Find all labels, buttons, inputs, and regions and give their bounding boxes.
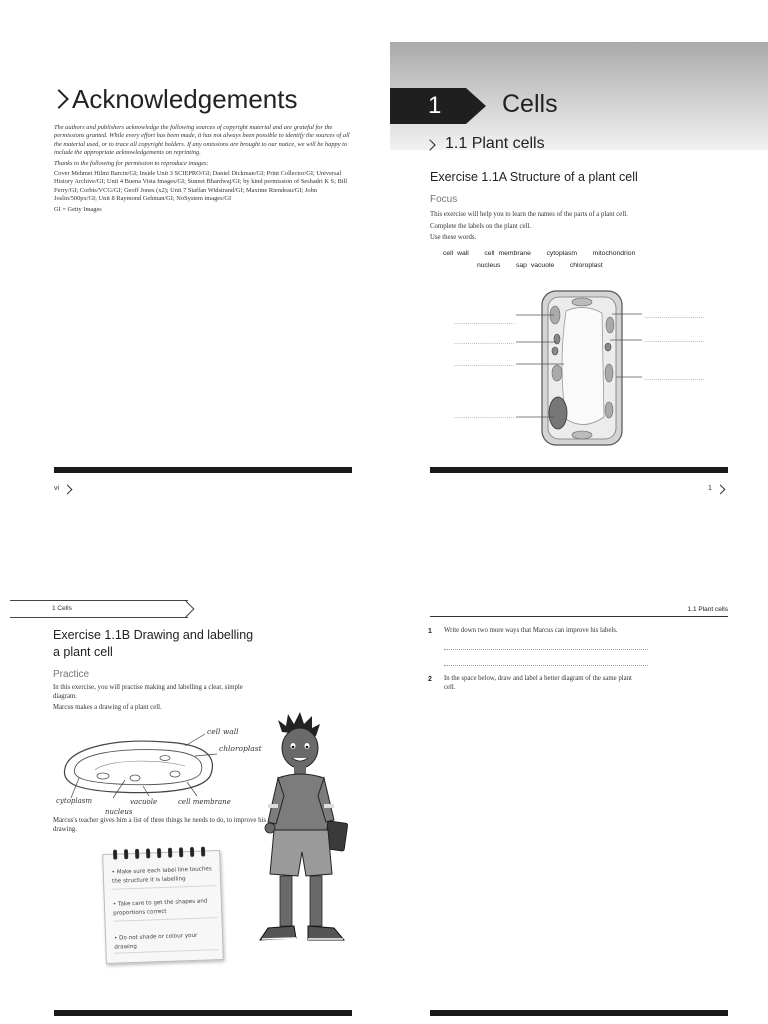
page-number: vi bbox=[54, 485, 60, 492]
question-number: 1 bbox=[428, 628, 432, 635]
notepad-item: • Make sure each label line touches the structure it is labelling bbox=[111, 866, 212, 885]
notepad-rule bbox=[112, 885, 216, 890]
page-questions bbox=[384, 512, 768, 1024]
question-text: In the space below, draw and label a better diagram of the same plant cell. bbox=[444, 675, 632, 691]
footer-rule bbox=[54, 467, 352, 473]
running-head: 1.1 Plant cells bbox=[687, 606, 728, 613]
footer-rule bbox=[430, 1010, 728, 1016]
chloroplast bbox=[552, 365, 562, 381]
label-blank: ............................... bbox=[454, 413, 515, 420]
chloroplast bbox=[572, 298, 592, 306]
focus-heading: Focus bbox=[430, 194, 458, 205]
footer-rule bbox=[54, 1010, 352, 1016]
exercise-title-continued: a plant cell bbox=[53, 645, 113, 659]
instruction-line: Complete the labels on the plant cell. bbox=[430, 222, 531, 230]
spiral-ring bbox=[124, 849, 128, 859]
label-blank: ............................... bbox=[644, 375, 705, 382]
word-box-row bbox=[443, 250, 635, 257]
spiral-ring bbox=[113, 850, 117, 860]
mitochondrion bbox=[605, 343, 611, 351]
word-cell-wall: cell wall bbox=[443, 250, 469, 257]
instruction-line: In this exercise, you will practise making and labelling a clear, simple diagram. bbox=[53, 684, 243, 700]
answer-line[interactable] bbox=[444, 665, 648, 666]
running-head: 1 Cells bbox=[52, 605, 72, 612]
spiral-ring bbox=[179, 847, 183, 857]
sap-vacuole bbox=[562, 307, 604, 424]
label-blank: ............................... bbox=[454, 319, 515, 326]
page-exercise-1-1b bbox=[0, 512, 384, 1024]
exercise-instructions bbox=[53, 684, 263, 712]
chapter-tab-arrow bbox=[466, 88, 486, 124]
word-chloroplast: chloroplast bbox=[569, 262, 603, 269]
label-blank: ............................... bbox=[454, 339, 515, 346]
label-blank: ............................... bbox=[454, 361, 515, 368]
chapter-number: 1 bbox=[428, 92, 442, 119]
marcus-illustration bbox=[248, 712, 358, 962]
spiral-ring bbox=[135, 849, 139, 859]
exercise-instructions bbox=[430, 209, 730, 244]
notepad-rule bbox=[113, 917, 217, 922]
header-rule bbox=[430, 616, 728, 617]
label-blank: ............................... bbox=[644, 337, 705, 344]
instruction-line: Marcus makes a drawing of a plant cell. bbox=[53, 703, 162, 711]
chloroplast bbox=[605, 364, 613, 382]
chloroplast bbox=[605, 402, 613, 418]
notepad-item: • Do not shade or colour your drawing bbox=[113, 932, 198, 951]
exercise-title: Exercise 1.1A Structure of a plant cell bbox=[430, 170, 638, 184]
acknowledgements-body bbox=[54, 124, 354, 216]
exercise-title: Exercise 1.1B Drawing and labelling bbox=[53, 628, 254, 642]
chevron-right-icon bbox=[716, 485, 726, 495]
word-box-row bbox=[477, 262, 603, 269]
acknowledgements-gi-note: GI = Getty Images bbox=[54, 205, 102, 213]
drawing-label-cell-wall: cell wall bbox=[207, 727, 239, 736]
drawing-label-cytoplasm: cytoplasm bbox=[56, 797, 93, 805]
chloroplast bbox=[606, 317, 614, 333]
page-number: 1 bbox=[708, 485, 712, 492]
page-acknowledgements bbox=[0, 0, 384, 512]
spiral-ring bbox=[201, 847, 205, 857]
spiral-ring bbox=[157, 848, 161, 858]
instruction-line: Use these words. bbox=[430, 234, 477, 241]
notepad-item: • Take care to get the shapes and proportions correct bbox=[112, 898, 208, 917]
word-mitochondrion: mitochondrion bbox=[592, 250, 636, 257]
practice-heading: Practice bbox=[53, 669, 90, 680]
mitochondrion bbox=[554, 334, 560, 344]
chevron-right-icon bbox=[49, 89, 69, 109]
spiral-ring bbox=[146, 848, 150, 858]
drawing-label-chloroplast: chloroplast bbox=[219, 744, 262, 753]
teacher-instruction: Marcus's teacher gives him a list of three things he needs to do, to improve his drawing. bbox=[53, 817, 267, 833]
mitochondrion bbox=[552, 347, 558, 355]
plant-cell-diagram bbox=[444, 285, 714, 455]
word-nucleus: nucleus bbox=[477, 262, 501, 269]
drawing-label-nucleus: nucleus bbox=[105, 808, 133, 816]
question-number: 2 bbox=[428, 676, 432, 683]
section-title: 1.1 Plant cells bbox=[445, 135, 545, 152]
instruction-line: This exercise will help you to learn the names of the parts of a plant cell. bbox=[430, 211, 628, 218]
question-text: Write down two more ways that Marcus can improve his labels. bbox=[444, 627, 618, 634]
drawing-label-cell-membrane: cell membrane bbox=[178, 798, 231, 806]
nucleus bbox=[549, 397, 567, 429]
label-blank: ............................... bbox=[644, 313, 705, 320]
chloroplast bbox=[572, 431, 592, 439]
teacher-notepad bbox=[102, 850, 224, 964]
chevron-right-icon bbox=[63, 485, 73, 495]
word-cytoplasm: cytoplasm bbox=[546, 250, 578, 257]
chapter-title: Cells bbox=[502, 90, 558, 118]
word-cell-membrane: cell membrane bbox=[484, 250, 531, 257]
page-cells bbox=[384, 0, 768, 512]
answer-line[interactable] bbox=[444, 649, 648, 650]
spiral-ring bbox=[190, 847, 194, 857]
word-sap-vacuole: sap vacuole bbox=[516, 262, 555, 269]
acknowledgements-intro: The authors and publishers acknowledge the following sources of copyright material and are grateful for the permissions granted. While every effort has been made, it has not always been possible to identify the sources of all the material used, or to trace all copyright holders. If any omissions are brought to our notice, we will be happy to include the appropriate acknowledgements on reprinting. bbox=[54, 124, 350, 157]
drawing-label-vacuole: vacuole bbox=[130, 798, 158, 806]
acknowledgements-credits: Cover Mehmet Hilmi Barcin/GI; Inside Unit 3 SCIEPRO/GI; Daniel Dickman/GI; Print Collector/GI; Universal History Archive/GI; Unit 4 Buena Vista Images/GI; Suneet Bhardwaj/GI; by kind permission of Seshadri K S; Bill Ferry/GI; Corbis/VCG/GI; Geoff Jones (x2); Unit 7 Staffan Widstrand/GI; Maxime Riendeau/GI; John Joslin/500px/GI; Unit 8 Raymond Gehman/GI; NoSystem images/GI bbox=[54, 170, 348, 203]
running-head-tab bbox=[10, 600, 188, 618]
acknowledgements-thanks: Thanks to the following for permission to reproduce images: bbox=[54, 159, 209, 167]
footer-rule bbox=[430, 467, 728, 473]
page-title: Acknowledgements bbox=[72, 84, 298, 114]
spiral-ring bbox=[168, 848, 172, 858]
